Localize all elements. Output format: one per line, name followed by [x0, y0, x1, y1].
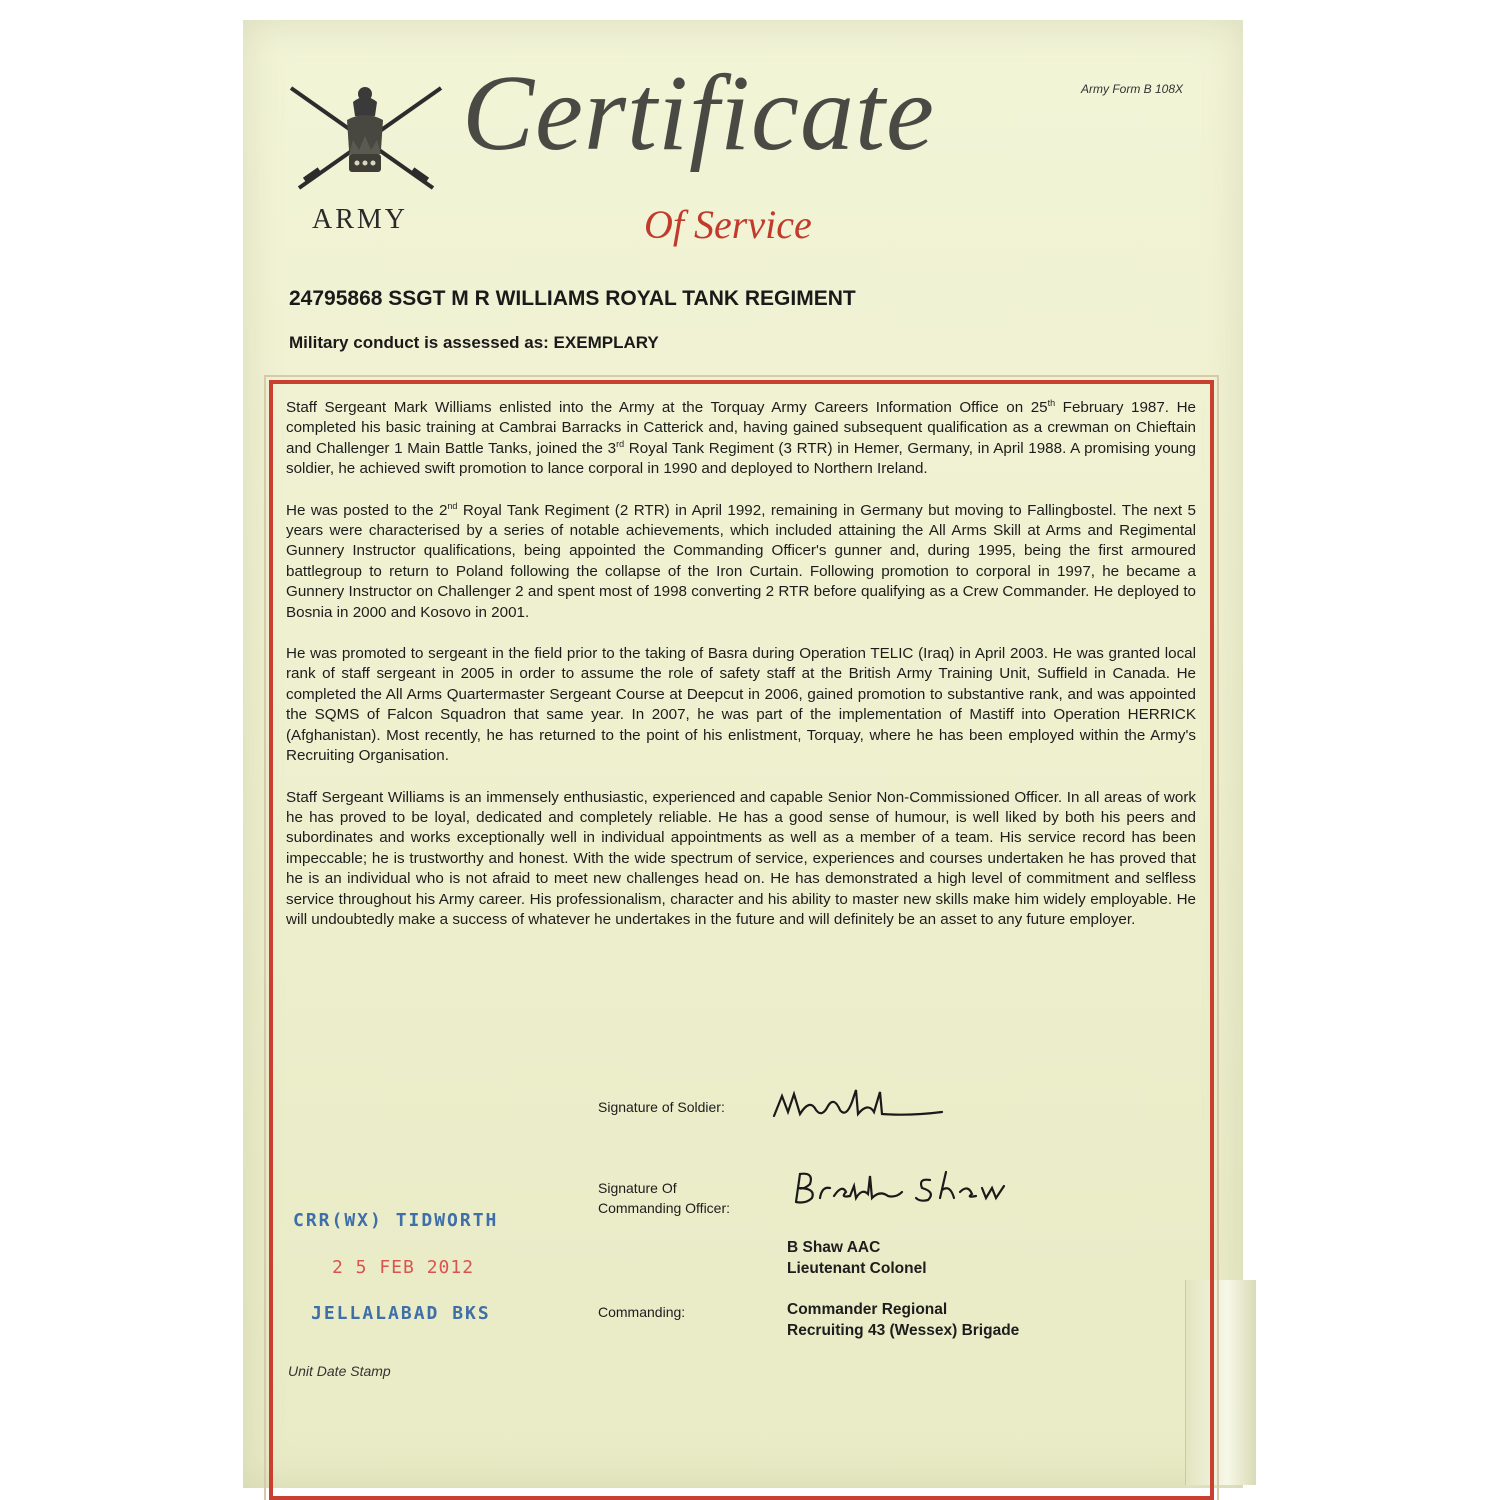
paragraph-enlistment: Staff Sergeant Mark Williams enlisted into the Army at the Torquay Army Careers Information Office on 25th February 1987. He completed his basic training at Cambrai Barracks in Catterick and, having gained subsequent qualification as a crewman on Chieftain and Challenger 1 Main Battle Tanks, joined the 3rd Royal Tank Regiment (3 RTR) in Hemer, Germany, in April 1988. A promising young soldier, he achieved swift promotion to lance corporal in 1990 and deployed to Northern Ireland.	[286, 397, 1196, 478]
commanding-label: Commanding:	[598, 1304, 686, 1320]
certificate-title: Certificate	[462, 54, 935, 173]
army-label: ARMY	[312, 204, 409, 235]
conduct-assessment: Military conduct is assessed as: EXEMPLARY	[289, 333, 659, 352]
unit-date-stamp-label: Unit Date Stamp	[288, 1363, 391, 1379]
paragraph-2rtr: He was posted to the 2nd Royal Tank Regiment (2 RTR) in April 1992, remaining in Germany but moving to Fallingbostel. The next 5 years were characterised by a series of notable achievements, which included attaining the All Arms Skill at Arms and Regimental Gunnery Instructor qualifications, being appointed the Commanding Officer's gunner and, during 1995, being the first armoured battlegroup to return to Poland following the collapse of the Iron Curtain. Following promotion to corporal in 1997, he became a Gunnery Instructor on Challenger 2 and spent most of 1998 converting 2 RTR before qualifying as a Crew Commander. He deployed to Bosnia in 2000 and Kosovo in 2001.	[286, 500, 1196, 621]
stamp-unit: CRR(WX) TIDWORTH	[293, 1210, 499, 1231]
officer-signature-label: Signature Of Commanding Officer:	[598, 1180, 731, 1216]
paragraph-promotion: He was promoted to sergeant in the field prior to the taking of Basra during Operation TELIC (Iraq) in April 2003. He was granted local rank of staff sergeant in 2005 in order to assume the role of safety staff at the British Army Training Unit, Suffield in Canada. He completed the All Arms Quartermaster Sergeant Course at Deepcut in 2006, gained promotion to substantive rank, and was appointed the SQMS of Falcon Squadron that same year. In 2007, he was part of the implementation of Mastiff into Operation HERRICK (Afghanistan). Most recently, he has returned to the point of his enlistment, Torquay, where he has been employed within the Army's Recruiting Organisation.	[286, 645, 1196, 765]
officer-name-block: B Shaw AAC Lieutenant Colonel	[787, 1239, 927, 1277]
certificate-subtitle: Of Service	[644, 202, 812, 247]
officer-signature	[790, 1168, 1020, 1208]
form-number: Army Form B 108X	[1081, 82, 1184, 96]
commanding-unit: Commander Regional Recruiting 43 (Wessex) Brigade	[787, 1301, 1020, 1339]
soldier-identity: 24795868 SSGT M R WILLIAMS ROYAL TANK REGIMENT	[289, 287, 856, 310]
stamp-date: 2 5 FEB 2012	[332, 1257, 475, 1278]
service-narrative	[286, 398, 1196, 951]
soldier-signature	[770, 1088, 950, 1124]
paragraph-character: Staff Sergeant Williams is an immensely enthusiastic, experienced and capable Senior Non-Commissioned Officer. In all areas of work he has proved to be loyal, dedicated and completely reliable. He has a good sense of humour, is well liked by both his peers and subordinates and works exceptionally well in individual appointments as well as a member of a team. His service record has been impeccable; he is trustworthy and honest. With the wide spectrum of service, experiences and courses undertaken he has proved that he is an individual who is not afraid to meet new challenges head on. He has demonstrated a high level of commitment and selfless service throughout his Army career. His professionalism, character and his ability to master new skills make him widely employable. He will undoubtedly make a success of whatever he undertakes in the future and will definitely be an asset to any future employer.	[286, 788, 1196, 928]
stamp-barracks: JELLALABAD BKS	[311, 1303, 491, 1324]
army-crest-icon	[283, 80, 448, 200]
soldier-signature-label: Signature of Soldier:	[598, 1099, 725, 1115]
